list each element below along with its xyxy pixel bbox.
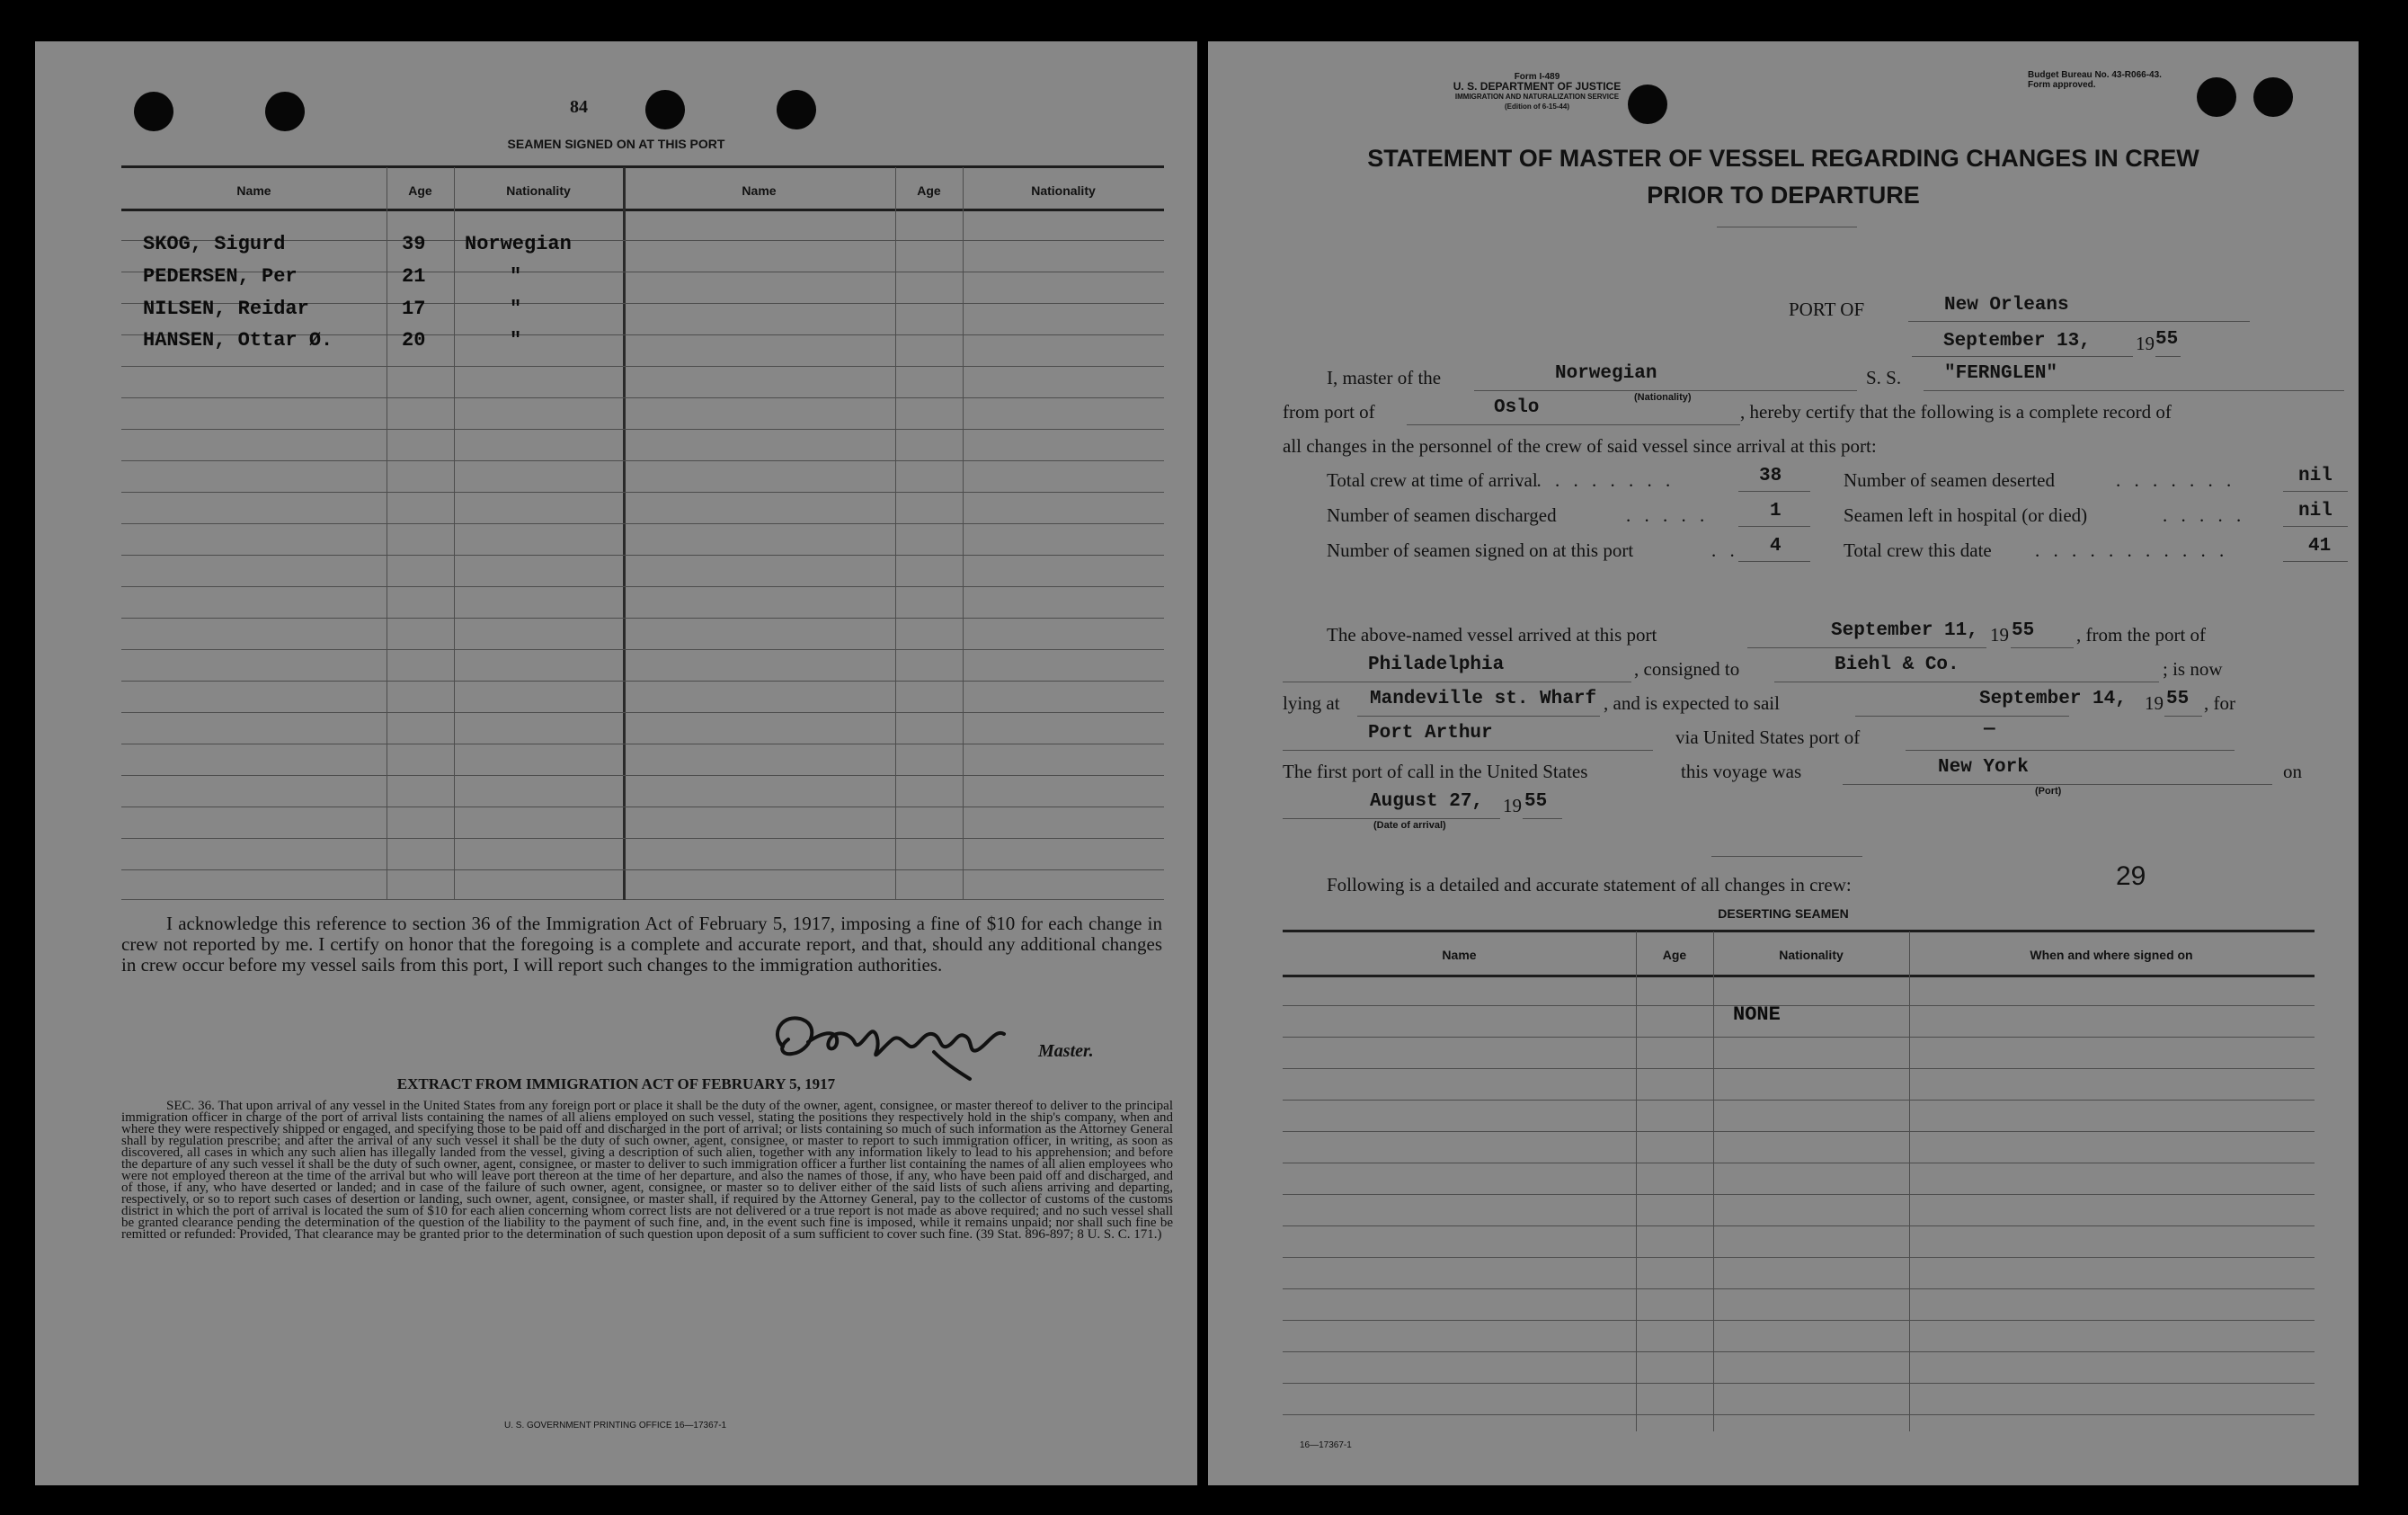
table-rule — [121, 429, 1164, 430]
table-rule — [121, 460, 1164, 461]
from-the-port-of: , from the port of — [2076, 624, 2207, 646]
col-header-name-2: Name — [742, 183, 777, 198]
via-label: via United States port of — [1675, 726, 1861, 748]
leader-dots: . . . . . . . — [2116, 469, 2236, 491]
ss-label: S. S. — [1866, 367, 1902, 388]
leader-dots: . . — [1711, 539, 1739, 561]
seaman-name: NILSEN, Reidar — [143, 298, 309, 320]
deserting-title: DESERTING SEAMEN — [1718, 906, 1849, 921]
table-rule — [1283, 1131, 2315, 1132]
table-rule — [1283, 1351, 2315, 1352]
seaman-nationality: " — [510, 329, 522, 352]
acknowledgement-text: I acknowledge this reference to section 36 of the Immigration Act of February 5, 1917, imposing a fine of $10 for each change in crew not reported by me. I certify on honor that the foregoing is a complete and accurate report, and that, should any additional changes in crew occur before my vessel sails from this port, I will report such changes to the immigration authorities. — [121, 913, 1162, 976]
arrival-date-value: August 27, — [1370, 791, 1484, 812]
table-rule — [121, 712, 1164, 713]
leader-dots: . . . . . . . . . . . — [2035, 539, 2229, 561]
seaman-age: 20 — [402, 329, 426, 352]
table-rule — [121, 366, 1164, 367]
year-value: 55 — [2155, 329, 2179, 350]
col-header-nationality-2: Nationality — [1031, 183, 1096, 198]
table-rule — [121, 681, 1164, 682]
department: U. S. DEPARTMENT OF JUSTICE — [1453, 80, 1622, 93]
changes-text: all changes in the personnel of the crew of said vessel since arrival at this port: — [1283, 435, 1877, 457]
seaman-age: 39 — [402, 233, 426, 255]
form-number: Form I-489 — [1514, 72, 1560, 82]
table-rule — [1283, 1194, 2315, 1195]
leader-dots: . . . . . — [2163, 504, 2246, 526]
service-name: IMMIGRATION AND NATURALIZATION SERVICE — [1454, 93, 1620, 101]
expected-label: , and is expected to sail — [1604, 692, 1780, 714]
stat-signed-on-label: Number of seamen signed on at this port — [1327, 539, 1634, 561]
destination: Port Arthur — [1368, 723, 1493, 744]
form-title — [1208, 140, 2359, 214]
is-now: ; is now — [2163, 658, 2223, 680]
stat-hospital-label: Seamen left in hospital (or died) — [1844, 504, 2088, 526]
seamen-signed-on-page — [35, 41, 1197, 1485]
date-value: September 13, — [1943, 331, 2091, 352]
col-header-age-2: Age — [917, 183, 941, 198]
stat-total-date-value: 41 — [2308, 536, 2332, 557]
table-rule — [1283, 1037, 2315, 1038]
from-port-label: from port of — [1283, 401, 1375, 423]
table-rule — [1283, 1225, 2315, 1226]
punch-hole — [265, 92, 305, 131]
master-signature — [765, 993, 1035, 1083]
table-rule — [1283, 1383, 2315, 1384]
nationality-caption: (Nationality) — [1634, 392, 1692, 403]
table-rule — [121, 492, 1164, 493]
footer-code: 16—17367-1 — [1300, 1440, 1352, 1450]
extract-text: SEC. 36. That upon arrival of any vessel in the United States from any foreign port or place it shall be the duty of the owner, agent, consignee, or master thereof to deliver to the principal immigration officer in charge of the port of arrival lists containing the names of all aliens employed on such vessel, stating the positions they respectively hold in the ship's company, when and where they were respectively shipped or engaged, and specifying those to be paid off and discharged in the port of arrival; or lists containing so much of such information as the Attorney General shall by regulation prescribe; and after the arrival of any such vessel it shall be the duty of such owner, agent, consignee, or master to report to such immigration officer, in writing, as soon as discovered, all cases in which any such alien has illegally landed from the vessel, giving a description of such alien, together with any information likely to lead to his apprehension; and before the departure of any such vessel it shall be the duty of such owner, agent, consignee, or master to deliver to such immigration officer a further list containing the names of all alien employees who were not employed thereon at the time of the arrival but who will leave port thereon at the time of her departure, and also the names of those, if any, who have been paid off and discharged, and of those, if any, who have deserted or landed; and in case of the failure of such owner, agent, consignee, or master so to deliver either of the said lists of such aliens arriving and departing, respectively, or so to report such cases of desertion or landing, such owner, agent, consignee, or master shall, if required by the Attorney General, pay to the collector of customs of the customs district in which the port of arrival is located the sum of $10 for each alien concerning whom correct lists are not delivered or a true report is not made as above required; and no such vessel shall be granted clearance pending the determination of the question of the liability to the payment of such fine, and, in the event such fine is imposed, while it remains unpaid; nor shall such fine be remitted or refunded: Provided, That clearance may be granted prior to the determination of such question upon deposit of a sum sufficient to cover such fine. (39 Stat. 896-897; 8 U. S. C. 171.) — [121, 1099, 1173, 1242]
date-of-arrival-caption: (Date of arrival) — [1373, 820, 1446, 831]
from-port-value: Oslo — [1494, 397, 1540, 418]
section-title: SEAMEN SIGNED ON AT THIS PORT — [507, 137, 725, 151]
col-header-name: Name — [236, 183, 271, 198]
title-line-2: PRIOR TO DEPARTURE — [1647, 182, 1920, 209]
table-rule — [121, 649, 1164, 650]
desert-col-signed-on: When and where signed on — [2030, 948, 2193, 962]
seaman-age: 21 — [402, 265, 426, 288]
budget-bureau-number: Budget Bureau No. 43-R066-43. — [2028, 70, 2162, 80]
ship-name: "FERNGLEN" — [1944, 363, 2058, 384]
stat-discharged-value: 1 — [1770, 501, 1782, 521]
arrival-year-prefix: 19 — [1503, 795, 1522, 816]
punch-hole — [134, 92, 173, 131]
table-rule — [121, 618, 1164, 619]
wharf: Mandeville st. Wharf — [1370, 689, 1597, 709]
stat-deserted-label: Number of seamen deserted — [1844, 469, 2055, 491]
table-rule — [121, 397, 1164, 398]
port-caption: (Port) — [2035, 786, 2062, 797]
stat-total-date-label: Total crew this date — [1844, 539, 1992, 561]
leader-dots: . . . . . — [1626, 504, 1710, 526]
seaman-name: SKOG, Sigurd — [143, 233, 286, 255]
deserting-entry: NONE — [1733, 1003, 1781, 1026]
crew-change-statement-page — [1208, 41, 2359, 1485]
stat-signed-on-value: 4 — [1770, 536, 1782, 557]
arrived-year: 55 — [2012, 620, 2035, 641]
consigned-label: , consigned to — [1634, 658, 1740, 680]
certify-text: , hereby certify that the following is a complete record of — [1740, 401, 2172, 423]
table-rule — [1283, 1320, 2315, 1321]
table-rule — [121, 555, 1164, 556]
table-rule — [1283, 1005, 2315, 1006]
stat-total-arrival-value: 38 — [1759, 466, 1782, 486]
this-voyage-label: this voyage was — [1681, 761, 1802, 782]
stat-total-arrival-label: Total crew at time of arrival — [1327, 469, 1538, 491]
seaman-nationality: " — [510, 298, 522, 320]
via-value: — — [1984, 719, 1995, 740]
on-label: on — [2283, 761, 2302, 782]
desert-col-age: Age — [1662, 948, 1687, 962]
nationality-value: Norwegian — [1555, 363, 1657, 384]
seaman-nationality: " — [510, 265, 522, 288]
first-port-value: New York — [1938, 757, 2029, 778]
form-header — [1339, 72, 1735, 111]
seaman-name: HANSEN, Ottar Ø. — [143, 329, 333, 352]
arrived-date: September 11, — [1831, 620, 1978, 641]
table-rule — [1283, 1257, 2315, 1258]
table-rule — [1283, 1414, 2315, 1415]
edition: (Edition of 6-15-44) — [1504, 102, 1569, 111]
port-value: New Orleans — [1944, 295, 2069, 316]
consignee: Biehl & Co. — [1835, 655, 1959, 675]
table-rule — [121, 775, 1164, 776]
table-rule — [1283, 1100, 2315, 1101]
master-label: Master. — [1038, 1041, 1094, 1061]
table-rule — [121, 586, 1164, 587]
lying-at-label: lying at — [1283, 692, 1340, 714]
sail-date: September 14, — [1979, 689, 2127, 709]
sail-year: 55 — [2166, 689, 2190, 709]
printing-office-line: U. S. GOVERNMENT PRINTING OFFICE 16—17367-1 — [504, 1421, 727, 1430]
stat-discharged-label: Number of seamen discharged — [1327, 504, 1557, 526]
form-approved: Form approved. — [2028, 80, 2096, 90]
punch-hole — [777, 90, 816, 129]
seaman-name: PEDERSEN, Per — [143, 265, 298, 288]
desert-col-name: Name — [1442, 948, 1477, 962]
table-rule — [1283, 1068, 2315, 1069]
col-header-age: Age — [408, 183, 432, 198]
table-rule — [121, 523, 1164, 524]
seaman-nationality: Norwegian — [465, 233, 572, 255]
sail-year-prefix: 19 — [2145, 692, 2164, 714]
first-port-label: The first port of call in the United States — [1283, 761, 1588, 782]
budget-bureau-block — [2028, 70, 2333, 90]
for-label: , for — [2204, 692, 2235, 714]
leader-dots: . . . . . . . . . — [1518, 469, 1675, 491]
stat-deserted-value: nil — [2298, 466, 2332, 486]
page-number: 84 — [570, 97, 588, 117]
handwritten-number: 29 — [2116, 861, 2146, 891]
col-header-nationality: Nationality — [506, 183, 571, 198]
master-intro: I, master of the — [1327, 367, 1442, 388]
port-label: PORT OF — [1789, 299, 1865, 320]
table-rule — [121, 869, 1164, 870]
table-rule — [1283, 1288, 2315, 1289]
arrived-year-prefix: 19 — [1990, 624, 2009, 646]
following-text: Following is a detailed and accurate statement of all changes in crew: — [1327, 874, 1852, 896]
title-line-1: STATEMENT OF MASTER OF VESSEL REGARDING CHANGES IN CREW — [1367, 145, 2199, 172]
arrived-label: The above-named vessel arrived at this port — [1327, 624, 1657, 646]
punch-hole — [645, 90, 685, 129]
year-prefix: 19 — [2136, 333, 2155, 354]
arrived-from: Philadelphia — [1368, 655, 1505, 675]
arrival-year: 55 — [1524, 791, 1548, 812]
table-rule — [121, 838, 1164, 839]
stat-hospital-value: nil — [2298, 501, 2332, 521]
extract-title: EXTRACT FROM IMMIGRATION ACT OF FEBRUARY 5, 1917 — [396, 1075, 836, 1092]
desert-col-nationality: Nationality — [1779, 948, 1844, 962]
seaman-age: 17 — [402, 298, 426, 320]
